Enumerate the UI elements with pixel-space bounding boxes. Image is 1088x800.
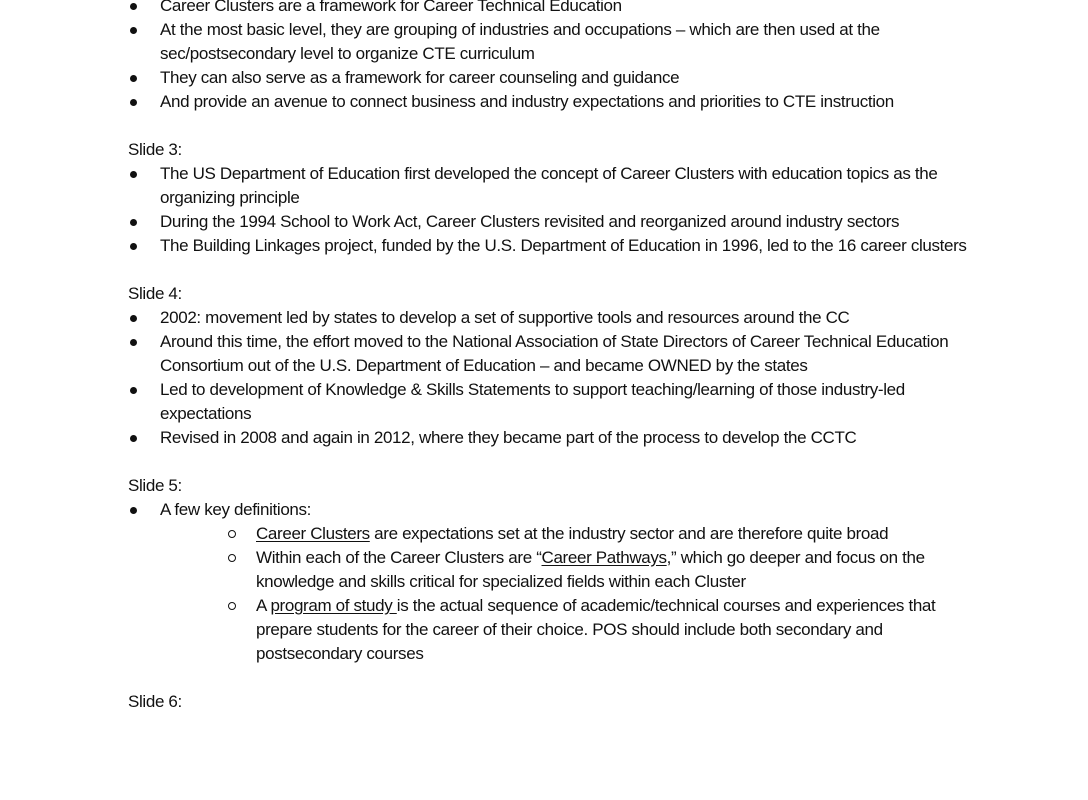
bullet-text: Career Clusters are a framework for Career Technical Education: [160, 0, 622, 15]
slide-5-bullet-list: [128, 498, 968, 666]
bullet-text: 2002: movement led by states to develop a set of supportive tools and resources around the CC: [160, 308, 850, 327]
list-item: [128, 498, 968, 666]
bullet-text: During the 1994 School to Work Act, Career Clusters revisited and reorganized around industry sectors: [160, 212, 900, 231]
bullet-text: The Building Linkages project, funded by the U.S. Department of Education in 1996, led to the 16 career clusters: [160, 236, 967, 255]
bullet-dot-icon: [130, 387, 137, 394]
list-item: [128, 162, 968, 210]
slide-4-heading: Slide 4:: [128, 284, 182, 303]
bullet-text: At the most basic level, they are grouping of industries and occupations – which are then used at the sec/postsecondary level to organize CTE curriculum: [160, 20, 880, 63]
bullet-dot-icon: [130, 219, 137, 226]
definitions-sub-list: [160, 522, 968, 666]
bullet-text: Revised in 2008 and again in 2012, where they became part of the process to develop the CCTC: [160, 428, 857, 447]
list-item: [128, 426, 968, 450]
definition-text: ,” which go deeper and focus on the knowledge and skills critical for specialized fields within each Cluster: [256, 548, 925, 591]
list-item: [128, 306, 968, 330]
list-item: [128, 330, 968, 378]
definition-term: Career Pathways: [541, 548, 667, 567]
slide-3-heading: Slide 3:: [128, 140, 182, 159]
bullet-dot-icon: [130, 339, 137, 346]
hollow-bullet-icon: [228, 530, 236, 538]
hollow-bullet-icon: [228, 602, 236, 610]
definition-term: Career Clusters: [256, 524, 370, 543]
bullet-text: They can also serve as a framework for career counseling and guidance: [160, 68, 680, 87]
sub-list-item: [160, 546, 968, 594]
bullet-dot-icon: [130, 27, 137, 34]
paragraph-gap: [128, 450, 968, 474]
bullet-dot-icon: [130, 243, 137, 250]
document-body: [128, 0, 968, 714]
list-item: [128, 210, 968, 234]
list-item: [128, 378, 968, 426]
definition-prefix: A: [256, 596, 271, 615]
bullet-dot-icon: [130, 99, 137, 106]
sub-list-item: [160, 594, 968, 666]
list-item: [128, 18, 968, 66]
bullet-dot-icon: [130, 75, 137, 82]
sub-list-item: [160, 522, 968, 546]
slide-4-bullet-list: [128, 306, 968, 450]
definition-text: is the actual sequence of academic/technical courses and experiences that prepare students for the career of their choice. POS should include both secondary and postsecondary courses: [256, 596, 936, 663]
bullet-dot-icon: [130, 171, 137, 178]
slide-6-heading: Slide 6:: [128, 692, 182, 711]
bullet-text: Around this time, the effort moved to the National Association of State Directors of Career Technical Education Consortium out of the U.S. Department of Education – and became OWNED by the states: [160, 332, 949, 375]
paragraph-gap: [128, 666, 968, 690]
definition-term: program of study: [270, 596, 397, 615]
bullet-dot-icon: [130, 435, 137, 442]
bullet-dot-icon: [130, 3, 137, 10]
slide-3-bullet-list: [128, 162, 968, 258]
paragraph-gap: [128, 114, 968, 138]
list-item: [128, 66, 968, 90]
slide-2-bullet-list: [128, 0, 968, 114]
bullet-text: And provide an avenue to connect business and industry expectations and priorities to CTE instruction: [160, 92, 894, 111]
list-item: [128, 234, 968, 258]
slide-5-heading: Slide 5:: [128, 476, 182, 495]
bullet-dot-icon: [130, 315, 137, 322]
bullet-text: A few key definitions:: [160, 500, 312, 519]
bullet-text: Led to development of Knowledge & Skills Statements to support teaching/learning of those industry-led expectations: [160, 380, 905, 423]
bullet-dot-icon: [130, 507, 137, 514]
definition-prefix: Within each of the Career Clusters are “: [256, 548, 542, 567]
list-item: [128, 90, 968, 114]
paragraph-gap: [128, 258, 968, 282]
definition-text: are expectations set at the industry sector and are therefore quite broad: [369, 524, 889, 543]
hollow-bullet-icon: [228, 554, 236, 562]
list-item: [128, 0, 968, 18]
bullet-text: The US Department of Education first developed the concept of Career Clusters with education topics as the organizing principle: [160, 164, 938, 207]
